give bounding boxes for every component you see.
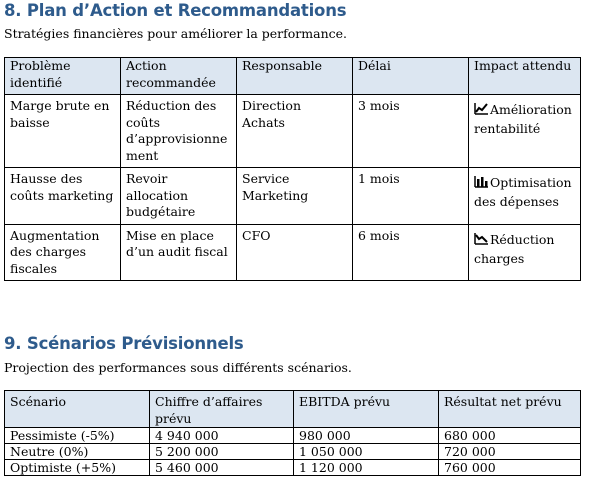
- cell-owner: [237, 168, 353, 225]
- cell-text: Marge brute en: [10, 98, 110, 113]
- cell-problem: [5, 168, 121, 225]
- cell-text: d’approvisionne: [126, 131, 228, 146]
- header-text: Délai: [358, 58, 391, 73]
- table-row: [5, 428, 581, 444]
- cell-text: Réduction: [490, 231, 555, 247]
- header-text: Responsable: [242, 58, 323, 73]
- cell-owner: [237, 224, 353, 281]
- cell-action: [121, 224, 237, 281]
- header-text: EBITDA prévu: [299, 394, 391, 409]
- cell-action: [121, 168, 237, 225]
- header-owner: [237, 58, 353, 95]
- cell-text: coûts marketing: [10, 187, 114, 203]
- header-text: Action: [126, 58, 167, 73]
- cell-revenue: 4 940 000: [150, 428, 294, 444]
- cell-ebitda: 980 000: [294, 428, 439, 444]
- table-row: [5, 168, 581, 225]
- cell-text: Hausse des: [10, 171, 83, 186]
- cell-text: Augmentation: [10, 227, 100, 243]
- cell-text: allocation: [126, 187, 189, 203]
- header-revenue: [150, 391, 294, 428]
- cell-problem: [5, 95, 121, 168]
- cell-net-income: 720 000: [439, 444, 581, 460]
- cell-net-income: 760 000: [439, 460, 581, 476]
- header-net-income: [439, 391, 581, 428]
- header-text: Chiffre d’affaires: [155, 394, 263, 409]
- chart-up-icon: [474, 103, 488, 115]
- section-8-subtitle: Stratégies financières pour améliorer la performance.: [4, 26, 347, 41]
- header-text: Impact attendu: [474, 58, 572, 73]
- cell-text: coûts: [126, 114, 161, 130]
- cell-delay: 6 mois: [353, 224, 469, 281]
- cell-text: budgétaire: [126, 204, 196, 219]
- cell-impact: [469, 168, 581, 225]
- header-text: Problème: [10, 58, 71, 73]
- cell-ebitda: 1 050 000: [294, 444, 439, 460]
- table-row: [5, 460, 581, 476]
- cell-scenario: Pessimiste (-5%): [5, 428, 150, 444]
- cell-text: Mise en place: [126, 227, 214, 243]
- table-row: [5, 224, 581, 281]
- cell-scenario: Optimiste (+5%): [5, 460, 150, 476]
- table-row: [5, 444, 581, 460]
- cell-delay: 1 mois: [353, 168, 469, 225]
- cell-text: Marketing: [242, 187, 309, 203]
- header-text: recommandée: [126, 74, 216, 90]
- section-9-subtitle: Projection des performances sous différents scénarios.: [4, 360, 352, 375]
- cell-text: Amélioration: [490, 102, 572, 117]
- cell-text: Direction: [242, 98, 301, 113]
- cell-text: ment: [126, 147, 159, 163]
- cell-action: [121, 95, 237, 168]
- header-scenario: [5, 391, 150, 428]
- cell-text: Achats: [242, 114, 285, 130]
- header-problem: [5, 58, 121, 95]
- cell-text: fiscales: [10, 260, 58, 276]
- header-ebitda: [294, 391, 439, 428]
- header-text: Résultat net prévu: [444, 394, 562, 409]
- cell-scenario: Neutre (0%): [5, 444, 150, 460]
- cell-text: baisse: [10, 114, 50, 130]
- cell-impact: [469, 95, 581, 168]
- header-text: prévu: [155, 410, 192, 426]
- section-8-title: 8. Plan d’Action et Recommandations: [4, 1, 347, 20]
- cell-text: Réduction des: [126, 98, 217, 113]
- cell-revenue: 5 460 000: [150, 460, 294, 476]
- scenarios-header-row: [5, 391, 581, 428]
- header-impact: [469, 58, 581, 95]
- cell-net-income: 680 000: [439, 428, 581, 444]
- cell-text: des dépenses: [474, 194, 559, 209]
- header-action: [121, 58, 237, 95]
- cell-text: charges: [474, 250, 525, 266]
- cell-impact: [469, 224, 581, 281]
- cell-owner: [237, 95, 353, 168]
- cell-delay: 3 mois: [353, 95, 469, 168]
- cell-problem: [5, 224, 121, 281]
- header-text: identifié: [10, 74, 63, 90]
- scenarios-table: [4, 390, 581, 476]
- cell-text: d’un audit fiscal: [126, 244, 228, 259]
- cell-text: CFO: [242, 227, 271, 243]
- cell-text: Revoir: [126, 171, 168, 186]
- cell-revenue: 5 200 000: [150, 444, 294, 460]
- header-text: Scénario: [10, 394, 66, 409]
- cell-text: rentabilité: [474, 121, 541, 136]
- chart-down-icon: [474, 233, 488, 245]
- header-delay: [353, 58, 469, 95]
- section-9-title: 9. Scénarios Prévisionnels: [4, 334, 244, 353]
- action-plan-header-row: [5, 58, 581, 95]
- cell-text: des charges: [10, 244, 87, 259]
- action-plan-table: [4, 57, 581, 281]
- table-row: [5, 95, 581, 168]
- cell-ebitda: 1 120 000: [294, 460, 439, 476]
- bar-chart-icon: [474, 176, 488, 188]
- cell-text: Optimisation: [490, 175, 572, 190]
- cell-text: Service: [242, 171, 290, 186]
